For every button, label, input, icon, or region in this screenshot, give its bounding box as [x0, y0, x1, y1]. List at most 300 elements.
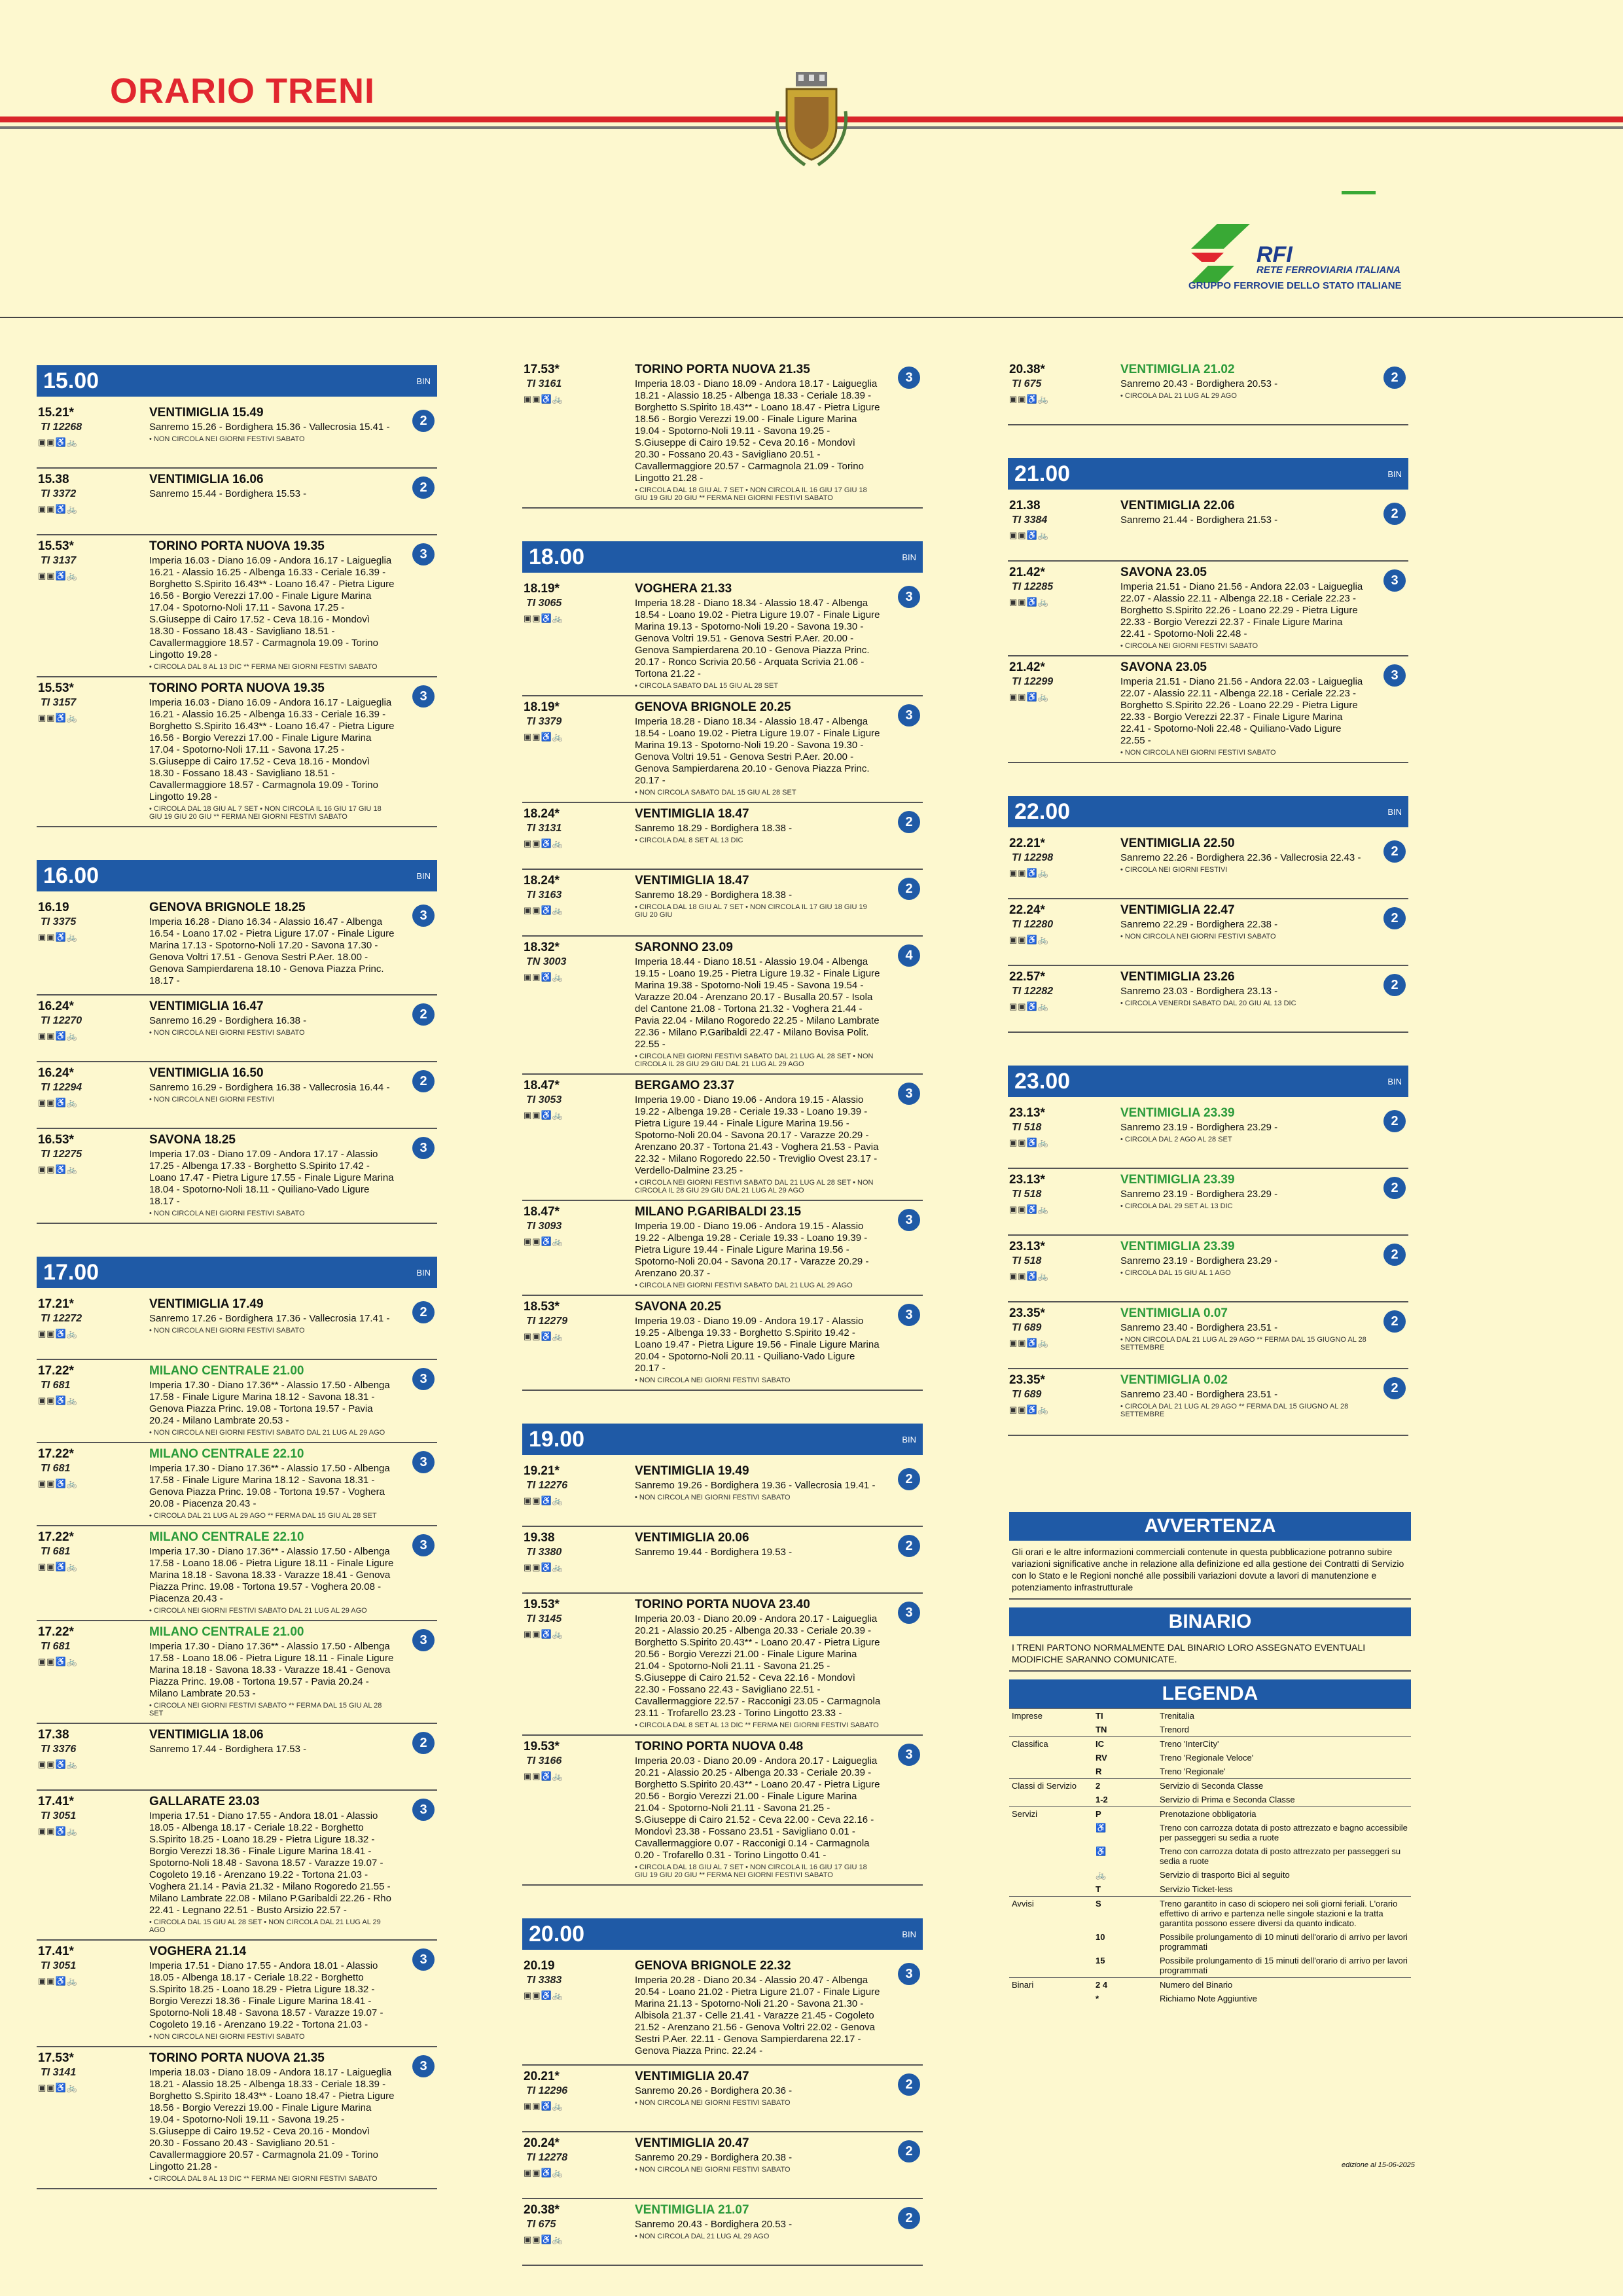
intermediate-stops: Sanremo 16.29 - Bordighera 16.38 - [149, 1015, 307, 1026]
train-details [149, 1297, 395, 1335]
legenda-row [1009, 1882, 1411, 1897]
train-row [522, 1296, 923, 1391]
intermediate-stops: Sanremo 15.26 - Bordighera 15.36 - Vallecrosia 15.41 - [149, 422, 390, 433]
train-note: • NON CIRCOLA NEI GIORNI FESTIVI SABATO DAL 21 LUG AL 29 AGO [149, 1429, 385, 1437]
timetable-column-2 [522, 359, 923, 2266]
train-row [1008, 562, 1408, 656]
intermediate-stops: Sanremo 23.40 - Bordighera 23.51 - [1120, 1389, 1278, 1400]
intermediate-stops: Sanremo 22.29 - Bordighera 22.38 - [1120, 919, 1278, 930]
destination: TORINO PORTA NUOVA 21.35 [635, 363, 810, 376]
train-row [522, 1075, 923, 1201]
departure-time: 16.53* [38, 1133, 74, 1147]
destination: GENOVA BRIGNOLE 20.25 [635, 700, 791, 714]
destination: SAVONA 23.05 [1120, 565, 1207, 579]
train-details [635, 700, 881, 797]
platform-badge: 2 [898, 878, 920, 900]
train-details [149, 1625, 395, 1717]
destination: VENTIMIGLIA 16.06 [149, 473, 264, 486]
train-row [37, 2047, 437, 2189]
legenda-table [1009, 1708, 1411, 2005]
train-details [1120, 1173, 1366, 1210]
platform-badge: 2 [412, 410, 435, 432]
hour-label: 17.00 [43, 1259, 99, 1285]
hour-header [1008, 1066, 1408, 1097]
departure-time: 17.53* [524, 363, 560, 376]
intermediate-stops: Sanremo 15.44 - Bordighera 15.53 - [149, 488, 307, 499]
train-number: TI 12275 [41, 1149, 82, 1160]
destination: MILANO CENTRALE 22.10 [149, 1530, 304, 1544]
service-icons: ▣▣♿🚲 [38, 1759, 78, 1769]
platform-badge: 2 [412, 1070, 435, 1092]
legenda-symbol: TI [1096, 1711, 1103, 1721]
train-number: TI 3375 [41, 916, 77, 927]
platform-badge: 3 [412, 1137, 435, 1159]
hour-label: 22.00 [1014, 798, 1071, 824]
train-number: TI 3053 [526, 1094, 562, 1105]
train-note: • CIRCOLA DAL 2 AGO AL 28 SET [1120, 1136, 1232, 1143]
departure-time: 19.53* [524, 1598, 560, 1611]
train-note: • NON CIRCOLA NEI GIORNI FESTIVI [149, 1096, 274, 1103]
train-number: TI 12276 [526, 1480, 568, 1491]
intermediate-stops: Sanremo 19.26 - Bordighera 19.36 - Vallecrosia 19.41 - [635, 1480, 876, 1491]
legenda-group [1009, 1868, 1093, 1882]
platform-badge: 2 [898, 1535, 920, 1557]
legenda-desc: Treno 'Regionale Veloce' [1160, 1753, 1254, 1763]
section-spacer [1008, 763, 1408, 789]
destination: VENTIMIGLIA 21.07 [635, 2203, 749, 2217]
binario-text: I TRENI PARTONO NORMALMENTE DAL BINARIO LORO ASSEGNATO EVENTUALI MODIFICHE SARANNO COMUNICATE. [1009, 1636, 1411, 1672]
departure-time: 22.21* [1009, 836, 1045, 850]
train-note: • CIRCOLA NEI GIORNI FESTIVI SABATO ** FERMA DAL 15 GIU AL 28 SET [149, 1702, 382, 1717]
train-note: • CIRCOLA DAL 29 SET AL 13 DIC [1120, 1202, 1233, 1210]
platform-badge: 2 [1383, 1177, 1406, 1199]
service-icons: ▣▣♿🚲 [1009, 394, 1049, 404]
hour-header [1008, 796, 1408, 827]
train-details [149, 1945, 395, 2041]
train-note: • CIRCOLA DAL 8 AL 13 DIC ** FERMA NEI GIORNI FESTIVI SABATO [149, 663, 378, 671]
service-icons: ▣▣♿🚲 [1009, 597, 1049, 607]
legenda-desc: Possibile prolungamento di 10 minuti dell'orario di arrivo per lavori programmati [1160, 1932, 1408, 1952]
train-row [522, 1955, 923, 2066]
legenda-desc: Trenitalia [1160, 1711, 1194, 1721]
train-details [149, 1066, 395, 1103]
legenda-row [1009, 1807, 1411, 1821]
train-note: • NON CIRCOLA DAL 21 LUG AL 29 AGO [635, 2233, 770, 2240]
destination: GENOVA BRIGNOLE 22.32 [635, 1959, 791, 1973]
train-note: • NON CIRCOLA SABATO DAL 15 GIU AL 28 SET [635, 789, 796, 797]
bin-label: BIN [416, 1267, 431, 1278]
intermediate-stops: Imperia 16.28 - Diano 16.34 - Alassio 16.47 - Albenga 16.54 - Loano 17.02 - Pietra Ligure 17.07 - Finale Ligure Marina 17.13 - Spotorno-Noli 17.20 - Savona 17.30 - Genova Voltri 17.51 - Genova Sestri P.Aer. 18.00 - Genova Sampierdarena 18.10 - Genova Piazza Princ. 18.17 - [149, 916, 395, 986]
platform-badge: 3 [412, 1799, 435, 1821]
train-note: • NON CIRCOLA NEI GIORNI FESTIVI SABATO [635, 2166, 791, 2174]
train-row [522, 1594, 923, 1736]
bin-label: BIN [1387, 469, 1402, 479]
train-note: • CIRCOLA DAL 8 AL 13 DIC ** FERMA NEI GIORNI FESTIVI SABATO [149, 2175, 378, 2183]
train-row [1008, 966, 1408, 1033]
platform-badge: 3 [898, 1083, 920, 1105]
train-details [149, 1795, 395, 1934]
destination: VENTIMIGLIA 20.47 [635, 2070, 749, 2083]
hour-header [1008, 458, 1408, 490]
train-details [635, 1205, 881, 1289]
train-number: TI 675 [1012, 378, 1042, 389]
train-note: • NON CIRCOLA NEI GIORNI FESTIVI SABATO [635, 2099, 791, 2107]
platform-badge: 2 [1383, 1377, 1406, 1399]
destination: VOGHERA 21.33 [635, 582, 732, 596]
train-details [635, 2203, 881, 2240]
service-icons: ▣▣♿🚲 [1009, 1138, 1049, 1147]
train-details [1120, 836, 1366, 874]
legenda-desc: Treno 'Regionale' [1160, 1767, 1226, 1776]
section-spacer [37, 827, 437, 853]
destination: VENTIMIGLIA 0.07 [1120, 1306, 1228, 1320]
intermediate-stops: Imperia 17.51 - Diano 17.55 - Andora 18.01 - Alassio 18.05 - Albenga 18.17 - Ceriale 18.22 - Borghetto S.Spirito 18.25 - Loano 18.29 - Pietra Ligure 18.32 - Borgio Verezzi 18.36 - Finale Ligure Marina 18.41 - Spotorno-Noli 18.48 - Savona 18.57 - Varazze 19.07 - Cogoleto 19.16 - Arenzano 19.22 - Tortona 21.03 - [149, 1960, 383, 2030]
train-details [149, 1530, 395, 1615]
legenda-title: LEGENDA [1009, 1679, 1411, 1708]
platform-badge: 3 [412, 1948, 435, 1971]
departure-time: 21.38 [1009, 499, 1041, 512]
departure-time: 18.47* [524, 1205, 560, 1219]
legenda-desc: Possibile prolungamento di 15 minuti dell'orario di arrivo per lavori programmati [1160, 1956, 1408, 1975]
binario-box [1009, 1607, 1411, 1672]
service-icons: ▣▣♿🚲 [38, 1657, 78, 1666]
train-row [1008, 1169, 1408, 1236]
section-spacer [522, 509, 923, 535]
service-icons: ▣▣♿🚲 [524, 838, 563, 848]
service-icons: ▣▣♿🚲 [38, 504, 78, 514]
train-row [37, 1062, 437, 1129]
hour-label: 15.00 [43, 368, 99, 393]
train-row [37, 1621, 437, 1724]
train-note: • CIRCOLA SABATO DAL 15 GIU AL 28 SET [635, 682, 779, 690]
legenda-group [1009, 1793, 1093, 1807]
service-icons: ▣▣♿🚲 [524, 1110, 563, 1120]
departure-time: 21.42* [1009, 660, 1045, 674]
service-icons: ▣▣♿🚲 [524, 2234, 563, 2244]
departure-time: 16.19 [38, 901, 69, 914]
train-row [37, 535, 437, 677]
train-number: TI 518 [1012, 1189, 1042, 1200]
destination: MILANO P.GARIBALDI 23.15 [635, 1205, 802, 1219]
section-spacer [522, 1391, 923, 1417]
train-row [522, 2199, 923, 2266]
hour-header [37, 1257, 437, 1288]
train-row [37, 1443, 437, 1526]
service-icons: ▣▣♿🚲 [38, 1976, 78, 1986]
train-note: • CIRCOLA DAL 15 GIU AL 1 AGO [1120, 1269, 1231, 1277]
service-icons: ▣▣♿🚲 [38, 1479, 78, 1488]
train-number: TI 3137 [41, 555, 77, 566]
departure-time: 18.53* [524, 1300, 560, 1314]
train-details [1120, 903, 1366, 941]
train-row [522, 1527, 923, 1594]
train-note: • NON CIRCOLA NEI GIORNI FESTIVI SABATO [1120, 749, 1276, 757]
green-marker [1342, 191, 1376, 194]
train-details [635, 1959, 881, 2057]
legenda-row [1009, 1793, 1411, 1807]
departure-time: 23.35* [1009, 1306, 1045, 1320]
platform-badge: 2 [412, 1732, 435, 1754]
intermediate-stops: Imperia 18.44 - Diano 18.51 - Alassio 19.04 - Albenga 19.15 - Loano 19.25 - Pietra Ligure 19.32 - Finale Ligure Marina 19.38 - Spotorno-Noli 19.45 - Savona 19.54 - Varazze 20.04 - Arenzano 20.17 - Busalla 20.57 - Isola del Cantone 21.08 - Tortona 21.32 - Voghera 21.44 - Pavia 22.04 - Milano Rogoredo 22.25 - Milano Lambrate 22.36 - Milano P.Garibaldi 22.47 - Milano Bovisa Polit. 22.55 - [635, 956, 880, 1050]
legenda-symbol: 10 [1096, 1932, 1105, 1942]
section-spacer [1008, 425, 1408, 452]
train-number: TI 518 [1012, 1255, 1042, 1266]
hour-label: 20.00 [529, 1921, 585, 1946]
train-number: TI 12282 [1012, 986, 1054, 997]
intermediate-stops: Imperia 16.03 - Diano 16.09 - Andora 16.17 - Laigueglia 16.21 - Alassio 16.25 - Albenga 16.33 - Ceriale 16.39 - Borghetto S.Spirito 16.43** - Loano 16.47 - Pietra Ligure 16.56 - Borgio Verezzi 17.00 - Finale Ligure Marina 17.04 - Spotorno-Noli 17.11 - Savona 17.25 - S.Giuseppe di Cairo 17.52 - Ceva 18.16 - Mondovì 18.30 - Fossano 18.43 - Savigliano 18.51 - Cavallermaggiore 18.57 - Carmagnola 19.09 - Torino Lingotto 19.28 - [149, 555, 395, 660]
hour-header [522, 1918, 923, 1950]
section-spacer [522, 1886, 923, 1912]
train-row [37, 1293, 437, 1360]
intermediate-stops: Sanremo 17.44 - Bordighera 17.53 - [149, 1744, 307, 1755]
destination: VENTIMIGLIA 16.50 [149, 1066, 264, 1080]
legenda-group [1009, 1723, 1093, 1737]
destination: MILANO CENTRALE 22.10 [149, 1447, 304, 1461]
platform-badge: 3 [898, 1963, 920, 1985]
intermediate-stops: Sanremo 17.26 - Bordighera 17.36 - Vallecrosia 17.41 - [149, 1313, 390, 1324]
train-row [522, 359, 923, 509]
departure-time: 23.13* [1009, 1106, 1045, 1120]
legenda-row [1009, 1723, 1411, 1737]
train-number: TI 689 [1012, 1389, 1042, 1400]
legenda-row [1009, 1765, 1411, 1779]
train-details [635, 1598, 881, 1729]
bin-label: BIN [902, 552, 916, 562]
train-number: TI 681 [41, 1546, 71, 1557]
legenda-row [1009, 1954, 1411, 1978]
train-details [149, 1364, 395, 1437]
destination: VENTIMIGLIA 23.39 [1120, 1240, 1235, 1253]
intermediate-stops: Sanremo 18.29 - Bordighera 18.38 - [635, 889, 793, 901]
departure-time: 22.57* [1009, 970, 1045, 984]
train-details [1120, 1373, 1366, 1418]
legenda-group [1009, 1930, 1093, 1954]
legenda-group [1009, 1954, 1093, 1978]
train-row [522, 1736, 923, 1886]
train-number: TI 689 [1012, 1322, 1042, 1333]
train-number: TI 518 [1012, 1122, 1042, 1133]
intermediate-stops: Sanremo 18.29 - Bordighera 18.38 - [635, 823, 793, 834]
legenda-group [1009, 1751, 1093, 1765]
destination: TORINO PORTA NUOVA 21.35 [149, 2051, 325, 2065]
train-row [522, 2066, 923, 2132]
legenda-desc: Numero del Binario [1160, 1980, 1233, 1990]
destination: TORINO PORTA NUOVA 19.35 [149, 539, 325, 553]
train-details [1120, 499, 1366, 526]
destination: BERGAMO 23.37 [635, 1079, 735, 1092]
departure-time: 18.19* [524, 700, 560, 714]
platform-badge: 3 [898, 1304, 920, 1326]
train-note: • CIRCOLA NEI GIORNI FESTIVI [1120, 866, 1228, 874]
platform-badge: 2 [1383, 907, 1406, 929]
hour-label: 16.00 [43, 863, 99, 888]
train-details [149, 2051, 395, 2183]
train-number: TI 3384 [1012, 514, 1048, 526]
train-row [1008, 899, 1408, 966]
departure-time: 15.21* [38, 406, 74, 420]
legenda-symbol: S [1096, 1899, 1101, 1909]
service-icons: ▣▣♿🚲 [38, 1395, 78, 1405]
legenda-symbol: * [1096, 1994, 1099, 2003]
train-note: • NON CIRCOLA NEI GIORNI FESTIVI SABATO [149, 435, 305, 443]
legenda-desc: Servizio di Prima e Seconda Classe [1160, 1795, 1295, 1804]
service-icons: ▣▣♿🚲 [38, 2083, 78, 2092]
train-details [635, 941, 881, 1068]
legenda-desc: Treno 'InterCity' [1160, 1739, 1219, 1749]
train-details [635, 874, 881, 919]
departure-time: 17.22* [38, 1625, 74, 1639]
platform-badge: 3 [898, 1209, 920, 1231]
train-row [522, 937, 923, 1075]
legenda-symbol: 2 [1096, 1781, 1101, 1791]
legenda-row [1009, 1779, 1411, 1793]
train-row [37, 1941, 437, 2047]
service-icons: ▣▣♿🚲 [38, 1562, 78, 1571]
train-note: • NON CIRCOLA NEI GIORNI FESTIVI SABATO [149, 2033, 305, 2041]
destination: VENTIMIGLIA 22.47 [1120, 903, 1235, 917]
legenda-symbol: TN [1096, 1725, 1107, 1734]
platform-badge: 2 [898, 2140, 920, 2162]
train-note: • NON CIRCOLA NEI GIORNI FESTIVI SABATO [149, 1327, 305, 1335]
service-icons: ▣▣♿🚲 [524, 972, 563, 982]
avvertenza-title: AVVERTENZA [1009, 1512, 1411, 1541]
train-number: TI 3145 [526, 1613, 562, 1624]
departure-time: 16.24* [38, 1066, 74, 1080]
bin-label: BIN [1387, 806, 1402, 817]
train-number: TN 3003 [526, 956, 567, 967]
departure-time: 18.24* [524, 874, 560, 888]
train-details [1120, 1106, 1366, 1143]
train-row [1008, 359, 1408, 425]
intermediate-stops: Sanremo 19.44 - Bordighera 19.53 - [635, 1547, 793, 1558]
platform-badge: 3 [898, 367, 920, 389]
departure-time: 22.24* [1009, 903, 1045, 917]
legenda-desc: Treno con carrozza dotata di posto attrezzato per passeggeri su sedia a ruote [1160, 1846, 1401, 1866]
train-details [635, 2070, 881, 2107]
train-details [149, 1133, 395, 1217]
platform-badge: 2 [898, 2073, 920, 2096]
train-details [635, 1740, 881, 1879]
legenda-desc: Servizio Ticket-less [1160, 1884, 1233, 1894]
service-icons: ▣▣♿🚲 [524, 1990, 563, 2000]
hour-label: 18.00 [529, 544, 585, 569]
train-number: TI 681 [41, 1380, 71, 1391]
train-row [1008, 656, 1408, 763]
legenda-group: Classifica [1012, 1739, 1048, 1749]
departure-time: 16.24* [38, 999, 74, 1013]
departure-time: 21.42* [1009, 565, 1045, 579]
destination: VENTIMIGLIA 18.47 [635, 874, 749, 888]
departure-time: 18.24* [524, 807, 560, 821]
train-details [1120, 363, 1366, 400]
service-icons: ▣▣♿🚲 [524, 1331, 563, 1341]
train-details [149, 999, 395, 1037]
bin-label: BIN [416, 376, 431, 386]
departure-time: 19.38 [524, 1531, 555, 1545]
train-number: TI 12299 [1012, 676, 1054, 687]
train-row [1008, 1102, 1408, 1169]
platform-badge: 3 [412, 685, 435, 708]
platform-badge: 2 [1383, 1310, 1406, 1333]
intermediate-stops: Imperia 17.51 - Diano 17.55 - Andora 18.01 - Alassio 18.05 - Albenga 18.17 - Ceriale 18.22 - Borghetto S.Spirito 18.25 - Loano 18.29 - Pietra Ligure 18.32 - Borgio Verezzi 18.36 - Finale Ligure Marina 18.41 - Spotorno-Noli 18.48 - Savona 18.57 - Varazze 19.07 - Cogoleto 19.16 - Arenzano 19.22 - Tortona 21.03 - Voghera 21.14 - Pavia 21.32 - Milano Rogoredo 21.55 - Milano Lambrate 22.08 - Milano P.Garibaldi 22.26 - Rho 22.41 - Legnano 22.51 - Busto Arsizio 22.57 - [149, 1810, 391, 1916]
train-row [1008, 833, 1408, 899]
train-number: TI 3379 [526, 716, 562, 727]
departure-time: 15.38 [38, 473, 69, 486]
destination: VENTIMIGLIA 21.02 [1120, 363, 1235, 376]
intermediate-stops: Sanremo 20.26 - Bordighera 20.36 - [635, 2085, 793, 2096]
platform-badge: 2 [1383, 974, 1406, 996]
platform-badge: 3 [898, 1602, 920, 1624]
header-divider [0, 317, 1623, 318]
service-icons: ▣▣♿🚲 [1009, 1405, 1049, 1414]
legenda-row [1009, 1821, 1411, 1844]
legenda-row [1009, 1897, 1411, 1931]
legenda-group [1009, 1765, 1093, 1779]
service-icons: ▣▣♿🚲 [38, 1164, 78, 1174]
departure-time: 18.47* [524, 1079, 560, 1092]
legenda-symbol: ♿ [1096, 1846, 1107, 1856]
platform-badge: 3 [412, 1534, 435, 1556]
train-note: • CIRCOLA NEI GIORNI FESTIVI SABATO DAL 21 LUG AL 29 AGO [149, 1607, 367, 1615]
intermediate-stops: Sanremo 22.26 - Bordighera 22.36 - Vallecrosia 22.43 - [1120, 852, 1361, 863]
legenda-group: Classi di Servizio [1012, 1781, 1077, 1791]
train-number: TI 3372 [41, 488, 77, 499]
destination: TORINO PORTA NUOVA 19.35 [149, 681, 325, 695]
train-row [522, 1201, 923, 1296]
train-row [37, 1360, 437, 1443]
section-spacer [1008, 1033, 1408, 1059]
departure-time: 17.22* [38, 1364, 74, 1378]
train-details [149, 1728, 395, 1755]
intermediate-stops: Imperia 19.00 - Diano 19.06 - Andora 19.15 - Alassio 19.22 - Albenga 19.28 - Ceriale 19.33 - Loano 19.39 - Pietra Ligure 19.44 - Finale Ligure Marina 19.56 - Spotorno-Noli 20.04 - Savona 20.17 - Varazze 20.29 - Arenzano 20.37 - Tortona 21.43 - Voghera 21.53 - Pavia 22.32 - Milano Rogoredo 22.50 - Treviglio Ovest 23.17 - Verdello-Dalmine 23.25 - [635, 1094, 879, 1176]
train-number: TI 3161 [526, 378, 562, 389]
train-note: • NON CIRCOLA NEI GIORNI FESTIVI SABATO [149, 1029, 305, 1037]
destination: VOGHERA 21.14 [149, 1945, 247, 1958]
intermediate-stops: Sanremo 23.19 - Bordighera 23.29 - [1120, 1122, 1278, 1133]
train-details [635, 1531, 881, 1558]
train-note: • CIRCOLA DAL 21 LUG AL 29 AGO [1120, 392, 1237, 400]
destination: VENTIMIGLIA 22.50 [1120, 836, 1235, 850]
platform-badge: 4 [898, 944, 920, 967]
hour-label: 21.00 [1014, 461, 1071, 486]
legenda-row [1009, 1868, 1411, 1882]
bin-label: BIN [416, 870, 431, 881]
train-details [1120, 1306, 1366, 1352]
bin-label: BIN [902, 1434, 916, 1444]
intermediate-stops: Imperia 19.00 - Diano 19.06 - Andora 19.15 - Alassio 19.22 - Albenga 19.28 - Ceriale 19.33 - Loano 19.39 - Pietra Ligure 19.44 - Finale Ligure Marina 19.56 - Spotorno-Noli 20.04 - Savona 20.17 - Varazze 20.29 - Arenzano 20.37 - [635, 1221, 869, 1279]
platform-badge: 2 [412, 476, 435, 499]
departure-time: 19.21* [524, 1464, 560, 1478]
train-number: TI 681 [41, 1641, 71, 1652]
train-details [149, 473, 395, 500]
service-icons: ▣▣♿🚲 [38, 571, 78, 581]
train-row [37, 996, 437, 1062]
legenda-row [1009, 1751, 1411, 1765]
departure-time: 20.38* [524, 2203, 560, 2217]
train-details [635, 807, 881, 844]
train-details [635, 582, 881, 690]
legenda-symbol: IC [1096, 1739, 1104, 1749]
hour-header [522, 541, 923, 573]
train-row [37, 677, 437, 827]
legenda-symbol: 15 [1096, 1956, 1105, 1965]
train-note: • NON CIRCOLA NEI GIORNI FESTIVI SABATO [149, 1210, 305, 1217]
train-details [1120, 660, 1366, 757]
legenda-desc: Treno con carrozza dotata di posto attrezzato e bagno accessibile per passeggeri su sedia a ruote [1160, 1823, 1408, 1842]
destination: VENTIMIGLIA 18.47 [635, 807, 749, 821]
train-details [149, 406, 395, 443]
train-details [635, 2136, 881, 2174]
